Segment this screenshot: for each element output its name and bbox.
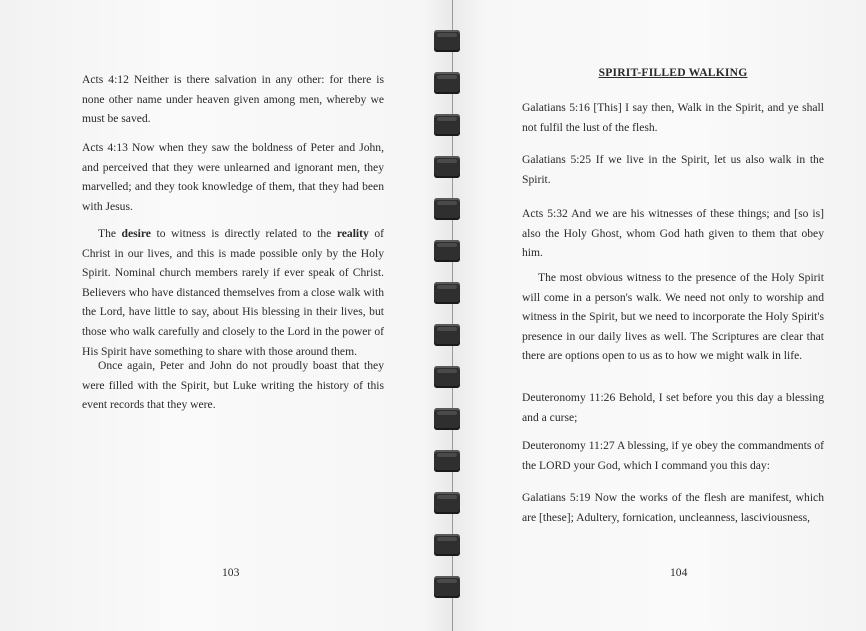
page-number-left: 103 bbox=[222, 566, 240, 579]
paragraph-galatians-5-19: Galatians 5:19 Now the works of the flesh are manifest, which are [these]; Adultery, fornication, uncleanness, lasciviousness, bbox=[522, 491, 824, 524]
paragraph-acts-4-12: Acts 4:12 Neither is there salvation in any other: for there is none other name under heaven given among men, whereby we must be saved. bbox=[82, 73, 384, 126]
emphasis-desire: desire bbox=[121, 227, 151, 240]
paragraph-acts-5-32: Acts 5:32 And we are his witnesses of these things; and [so is] also the Holy Ghost, whom God hath given to them that obey him. bbox=[522, 207, 824, 260]
page-number-right: 104 bbox=[670, 566, 688, 579]
paragraph-acts-4-13: Acts 4:13 Now when they saw the boldness of Peter and John, and perceived that they were unlearned and ignorant men, they marvelled; and they took knowledge of them, that they had been with Jesus. bbox=[82, 141, 384, 213]
left-page bbox=[0, 0, 432, 631]
paragraph-deuteronomy-11-27: Deuteronomy 11:27 A blessing, if ye obey the commandments of the LORD your God, which I command you this day: bbox=[522, 439, 824, 472]
paragraph-galatians-5-25: Galatians 5:25 If we live in the Spirit, let us also walk in the Spirit. bbox=[522, 153, 824, 186]
emphasis-reality: reality bbox=[336, 227, 369, 240]
section-heading: SPIRIT-FILLED WALKING bbox=[598, 66, 748, 79]
text-segment: to witness is directly related to the bbox=[150, 227, 337, 240]
right-page bbox=[452, 0, 866, 631]
paragraph-peter-john: Once again, Peter and John do not proudly boast that they were filled with the Spirit, but Luke writing the history of this event records that they were. bbox=[82, 359, 384, 412]
text-segment: The bbox=[98, 227, 122, 240]
paragraph-desire-reality bbox=[82, 224, 384, 361]
paragraph-obvious-witness: The most obvious witness to the presence of the Holy Spirit will come in a person's walk. We need not only to worship and witness in the Spirit, but we need to incorporate the Holy Spirit's presence in our daily lives as well. The Scriptures are clear that there are options open to us as to how we might walk in life. bbox=[522, 271, 824, 363]
paragraph-galatians-5-16: Galatians 5:16 [This] I say then, Walk in the Spirit, and ye shall not fulfil the lust of the flesh. bbox=[522, 101, 824, 134]
text-segment: of Christ in our lives, and this is made possible only by the Holy Spirit. Nominal church members rarely if ever speak of Christ. Believers who have distanced themselves from a close walk with the Lord, have little to say, about His blessing in their lives, but those who walk carefully and closely to the Lord in the power of His Spirit have something to share with those around them. bbox=[82, 227, 384, 358]
paragraph-deuteronomy-11-26: Deuteronomy 11:26 Behold, I set before you this day a blessing and a curse; bbox=[522, 391, 824, 424]
